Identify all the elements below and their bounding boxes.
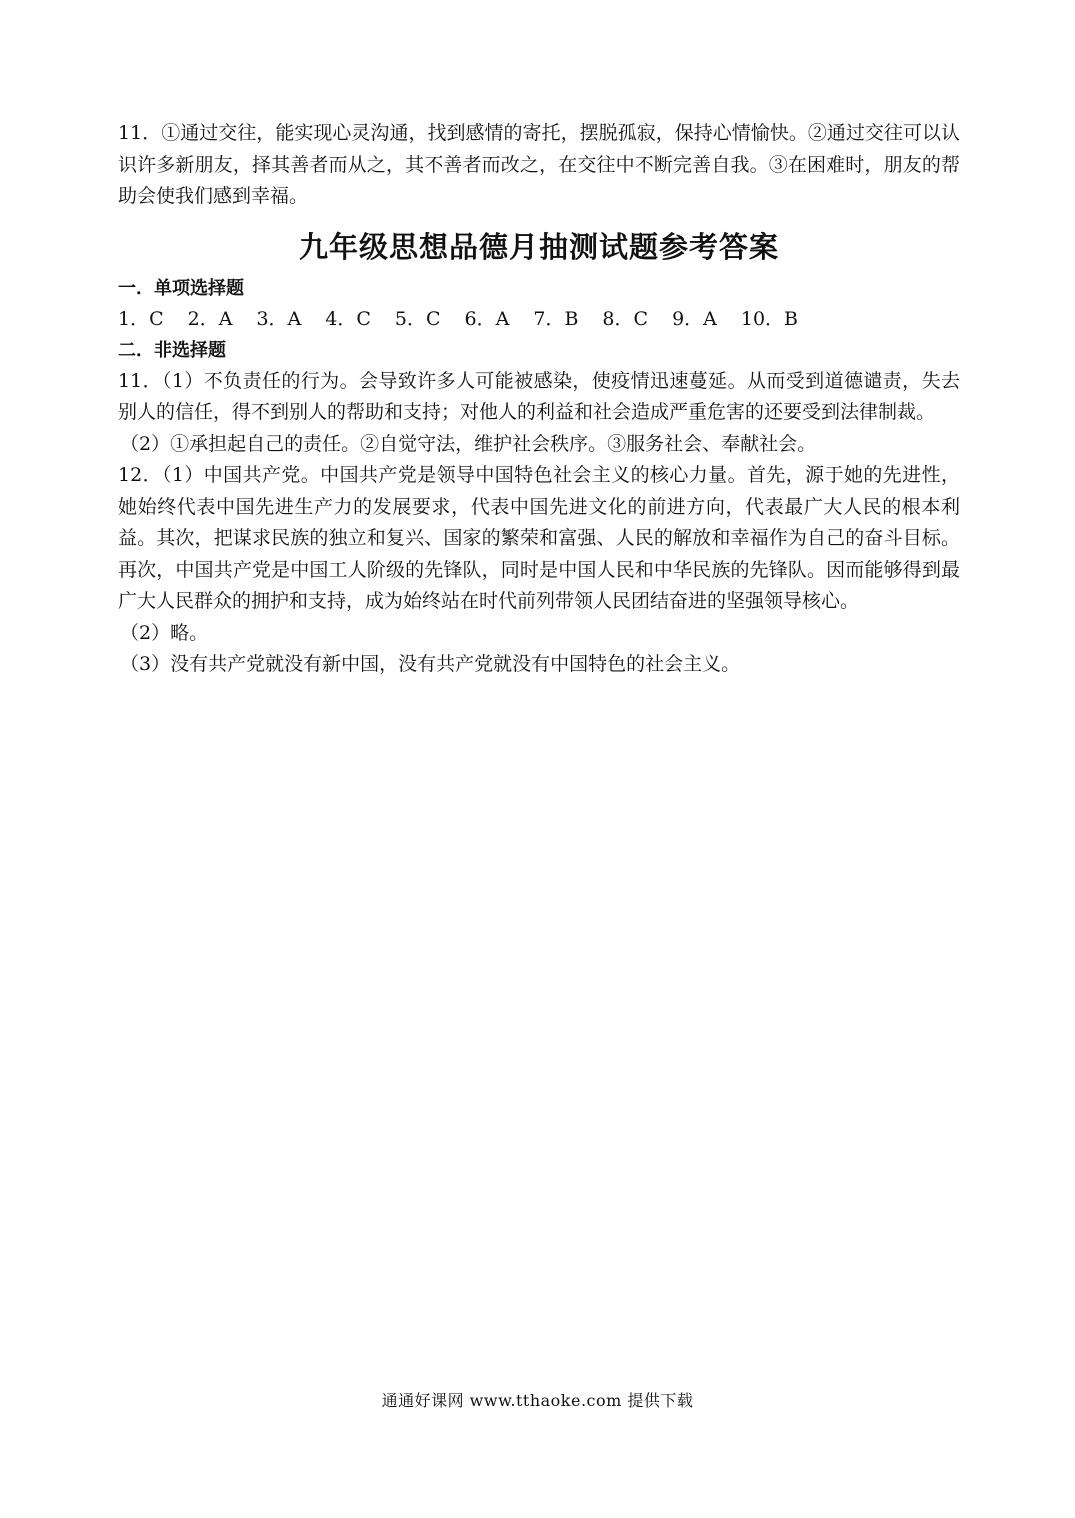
choice-answer-7: 7．B [533, 307, 579, 330]
choice-answer-2: 2．A [187, 307, 233, 330]
choice-answer-6: 6．A [464, 307, 510, 330]
page-footer: 通通好课网 www.tthaoke.com 提供下载 [381, 1391, 694, 1410]
choice-answer-4: 4．C [325, 307, 371, 330]
choice-answer-3: 3．A [256, 307, 302, 330]
choice-answer-1: 1．C [118, 307, 164, 330]
section2-heading: 二．非选择题 [118, 339, 226, 361]
choice-answer-10: 10．B [740, 307, 799, 330]
choice-answer-9: 9．A [672, 307, 717, 330]
choice-answer-8: 8．C [602, 307, 649, 330]
choice-answers-row [118, 304, 960, 335]
section1-heading: 一．单项选择题 [118, 277, 244, 299]
page-title: 九年级思想品德月抽测试题参考答案 [298, 229, 779, 264]
q11-part2-answer: （2）①承担起自己的责任。②自觉守法，维护社会秩序。③服务社会、奉献社会。 [120, 432, 817, 455]
q12-part2-answer: （2）略。 [120, 621, 209, 644]
q11-part1-answer: 11．（1）不负责任的行为。会导致许多人可能被感染，使疫情迅速蔓延。从而受到道德谴责，失去别人的信任，得不到别人的帮助和支持；对他人的利益和社会造成严重危害的还要受到法律制裁。 [118, 369, 960, 423]
document-body [118, 118, 960, 681]
prev-q11-answer: 11．①通过交往，能实现心灵沟通，找到感情的寄托，摆脱孤寂，保持心情愉快。②通过交往可以认识许多新朋友，择其善者而从之，其不善者而改之，在交往中不断完善自我。③在困难时，朋友的帮助会使我们感到幸福。 [118, 122, 960, 207]
q12-part3-answer: （3）没有共产党就没有新中国，没有共产党就没有中国特色的社会主义。 [120, 653, 741, 675]
choice-answer-5: 5．C [394, 307, 441, 330]
q12-part1-answer: 12．（1）中国共产党。中国共产党是领导中国特色社会主义的核心力量。首先，源于她的先进性，她始终代表中国先进生产力的发展要求，代表中国先进文化的前进方向，代表最广大人民的根本利益。其次，把谋求民族的独立和复兴、国家的繁荣和富强、人民的解放和幸福作为自己的奋斗目标。再次，中国共产党是中国工人阶级的先锋队，同时是中国人民和中华民族的先锋队。因而能够得到最广大人民群众的拥护和支持，成为始终站在时代前列带领人民团结奋进的坚强领导核心。 [118, 464, 960, 612]
